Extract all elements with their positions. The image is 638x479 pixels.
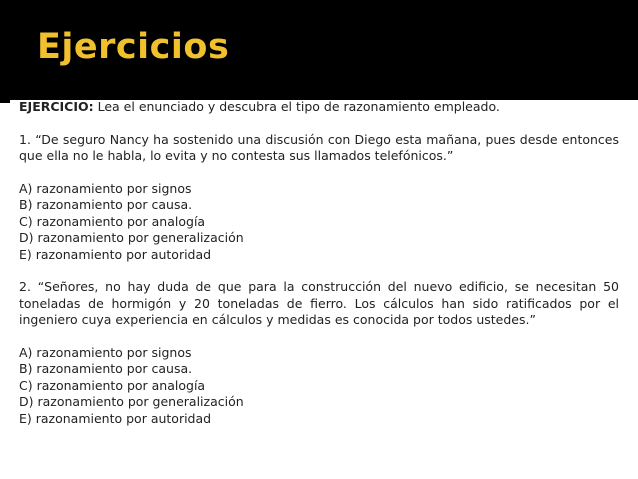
option-e: E) razonamiento por autoridad [19, 246, 212, 262]
title-bar [0, 0, 638, 100]
instruction [19, 99, 619, 116]
option-d: D) razonamiento por generalización [19, 394, 244, 409]
option-b: B) razonamiento por causa. [19, 197, 193, 212]
decorative-mark [0, 100, 10, 103]
exercise-body [19, 99, 619, 427]
option-a: A) razonamiento por signos [19, 344, 192, 360]
question-1: 1. “De seguro Nancy ha sostenido una discusión con Diego esta mañana, pues desde entonces que ella no le habla, lo evita y no contesta sus llamados telefónicos.” [19, 131, 619, 163]
instruction-label: EJERCICIO: [19, 99, 94, 114]
question-1-options [19, 181, 619, 264]
option-c: C) razonamiento por analogía [19, 377, 206, 393]
instruction-text: Lea el enunciado y descubra el tipo de razonamiento empleado. [93, 99, 500, 114]
option-d: D) razonamiento por generalización [19, 230, 244, 245]
option-a: A) razonamiento por signos [19, 180, 192, 196]
option-c: C) razonamiento por analogía [19, 213, 206, 229]
question-2-options [19, 345, 619, 428]
slide-title: Ejercicios [37, 27, 230, 67]
option-e: E) razonamiento por autoridad [19, 410, 212, 426]
question-2: 2. “Señores, no hay duda de que para la construcción del nuevo edificio, se necesitan 50 toneladas de hormigón y 20 toneladas de fierro. Los cálculos han sido ratificados por el ingeniero cuya experiencia en cálculos y medidas es conocida por todos ustedes.” [19, 279, 619, 327]
option-b: B) razonamiento por causa. [19, 361, 193, 376]
